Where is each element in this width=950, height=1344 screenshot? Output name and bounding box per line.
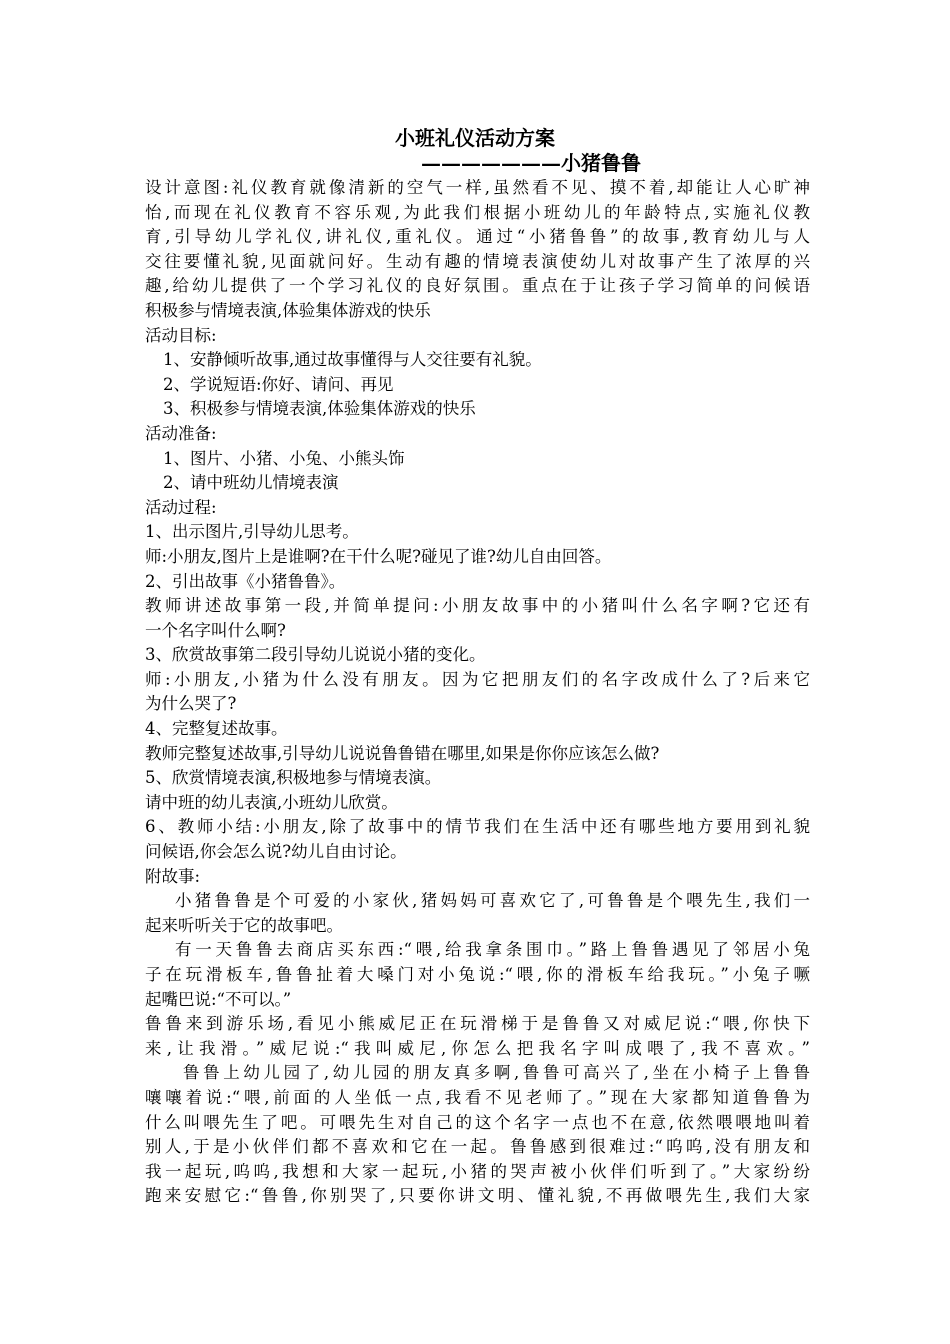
process-line: 师:小朋友,图片上是谁啊?在干什么呢?碰见了谁?幼儿自由回答。 xyxy=(145,546,612,566)
intent-line: 怡,而现在礼仪教育不容乐观,为此我们根据小班幼儿的年龄特点,实施礼仪教 xyxy=(145,202,810,222)
process-line: 2、引出故事《小猪鲁鲁》。 xyxy=(145,571,346,591)
process-line: 教师讲述故事第一段,并简单提问:小朋友故事中的小猪叫什么名字啊?它还有 xyxy=(145,596,810,616)
story-line: 什么叫喂先生了吧。可喂先生对自己的这个名字一点也不在意,依然喂喂地叫着 xyxy=(145,1112,810,1132)
story-line: 起来听听关于它的故事吧。 xyxy=(145,915,343,935)
process-line: 请中班的幼儿表演,小班幼儿欣赏。 xyxy=(145,792,398,812)
process-line: 1、出示图片,引导幼儿思考。 xyxy=(145,522,359,542)
story-line: 我一起玩,呜呜,我想和大家一起玩,小猪的哭声被小伙伴们听到了。”大家纷纷 xyxy=(145,1161,810,1181)
intent-line: 积极参与情境表演,体验集体游戏的快乐 xyxy=(145,300,431,320)
preparation-item: 2、请中班幼儿情境表演 xyxy=(163,473,339,493)
story-line: 鲁鲁上幼儿园了,幼儿园的朋友真多啊,鲁鲁可高兴了,坐在小椅子上鲁鲁 xyxy=(183,1063,810,1083)
process-line: 为什么哭了? xyxy=(145,694,237,714)
intent-line: 趣,给幼儿提供了一个学习礼仪的良好氛围。重点在于让孩子学习简单的问候语 xyxy=(145,276,810,296)
story-line: 鲁鲁来到游乐场,看见小熊威尼正在玩滑梯于是鲁鲁又对威尼说:“喂,你快下 xyxy=(145,1014,810,1034)
section-heading-process: 活动过程: xyxy=(145,497,217,517)
document-body xyxy=(145,176,810,1209)
process-line: 4、完整复述故事。 xyxy=(145,719,288,739)
process-line: 6、教师小结:小朋友,除了故事中的情节我们在生活中还有哪些地方要用到礼貌 xyxy=(145,817,810,837)
story-line: 子在玩滑板车,鲁鲁扯着大嗓门对小兔说:“喂,你的滑板车给我玩。”小兔子噘 xyxy=(145,965,810,984)
process-line: 5、欣赏情境表演,积极地参与情境表演。 xyxy=(145,768,442,788)
story-line: 别人,于是小伙伴们都不喜欢和它在一起。鲁鲁感到很难过:“呜呜,没有朋友和 xyxy=(145,1137,810,1157)
process-line: 一个名字叫什么啊? xyxy=(145,620,286,640)
process-line: 教师完整复述故事,引导幼儿说说鲁鲁错在哪里,如果是你你应该怎么做? xyxy=(145,743,660,763)
goal-item: 3、积极参与情境表演,体验集体游戏的快乐 xyxy=(163,399,476,419)
preparation-item: 1、图片、小猪、小兔、小熊头饰 xyxy=(163,448,405,468)
process-line: 3、欣赏故事第二段引导幼儿说说小猪的变化。 xyxy=(145,645,486,665)
section-heading-preparation: 活动准备: xyxy=(145,423,217,443)
section-heading-goals: 活动目标: xyxy=(145,325,217,345)
story-line: 起嘴巴说:“不可以。” xyxy=(145,989,292,1009)
story-line: 有一天鲁鲁去商店买东西:“喂,给我拿条围巾。”路上鲁鲁遇见了邻居小兔 xyxy=(175,940,810,960)
story-line: 嚷嚷着说:“喂,前面的人坐低一点,我看不见老师了。”现在大家都知道鲁鲁为 xyxy=(145,1087,810,1107)
intent-line: 交往要懂礼貌,见面就问好。生动有趣的情境表演使幼儿对故事产生了浓厚的兴 xyxy=(145,251,810,271)
goal-item: 2、学说短语:你好、请问、再见 xyxy=(163,374,394,394)
process-line: 师:小朋友,小猪为什么没有朋友。因为它把朋友们的名字改成什么了?后来它 xyxy=(145,669,810,689)
story-line: 来,让我滑。”威尼说:“我叫威尼,你怎么把我名字叫成喂了,我不喜欢。” xyxy=(145,1038,810,1058)
document-subtitle: ———————小猪鲁鲁 xyxy=(421,151,641,175)
story-line: 小猪鲁鲁是个可爱的小家伙,猪妈妈可喜欢它了,可鲁鲁是个喂先生,我们一 xyxy=(175,891,810,911)
goal-item: 1、安静倾听故事,通过故事懂得与人交往要有礼貌。 xyxy=(163,350,542,370)
section-heading-story: 附故事: xyxy=(145,866,201,886)
process-line: 问候语,你会怎么说?幼儿自由讨论。 xyxy=(145,842,407,862)
intent-line: 育,引导幼儿学礼仪,讲礼仪,重礼仪。通过“小猪鲁鲁”的故事,教育幼儿与人 xyxy=(145,227,810,247)
intent-line: 设计意图:礼仪教育就像清新的空气一样,虽然看不见、摸不着,却能让人心旷神 xyxy=(145,178,810,197)
document-title: 小班礼仪活动方案 xyxy=(395,126,555,150)
story-line: 跑来安慰它:“鲁鲁,你别哭了,只要你讲文明、懂礼貌,不再做喂先生,我们大家 xyxy=(145,1186,810,1206)
